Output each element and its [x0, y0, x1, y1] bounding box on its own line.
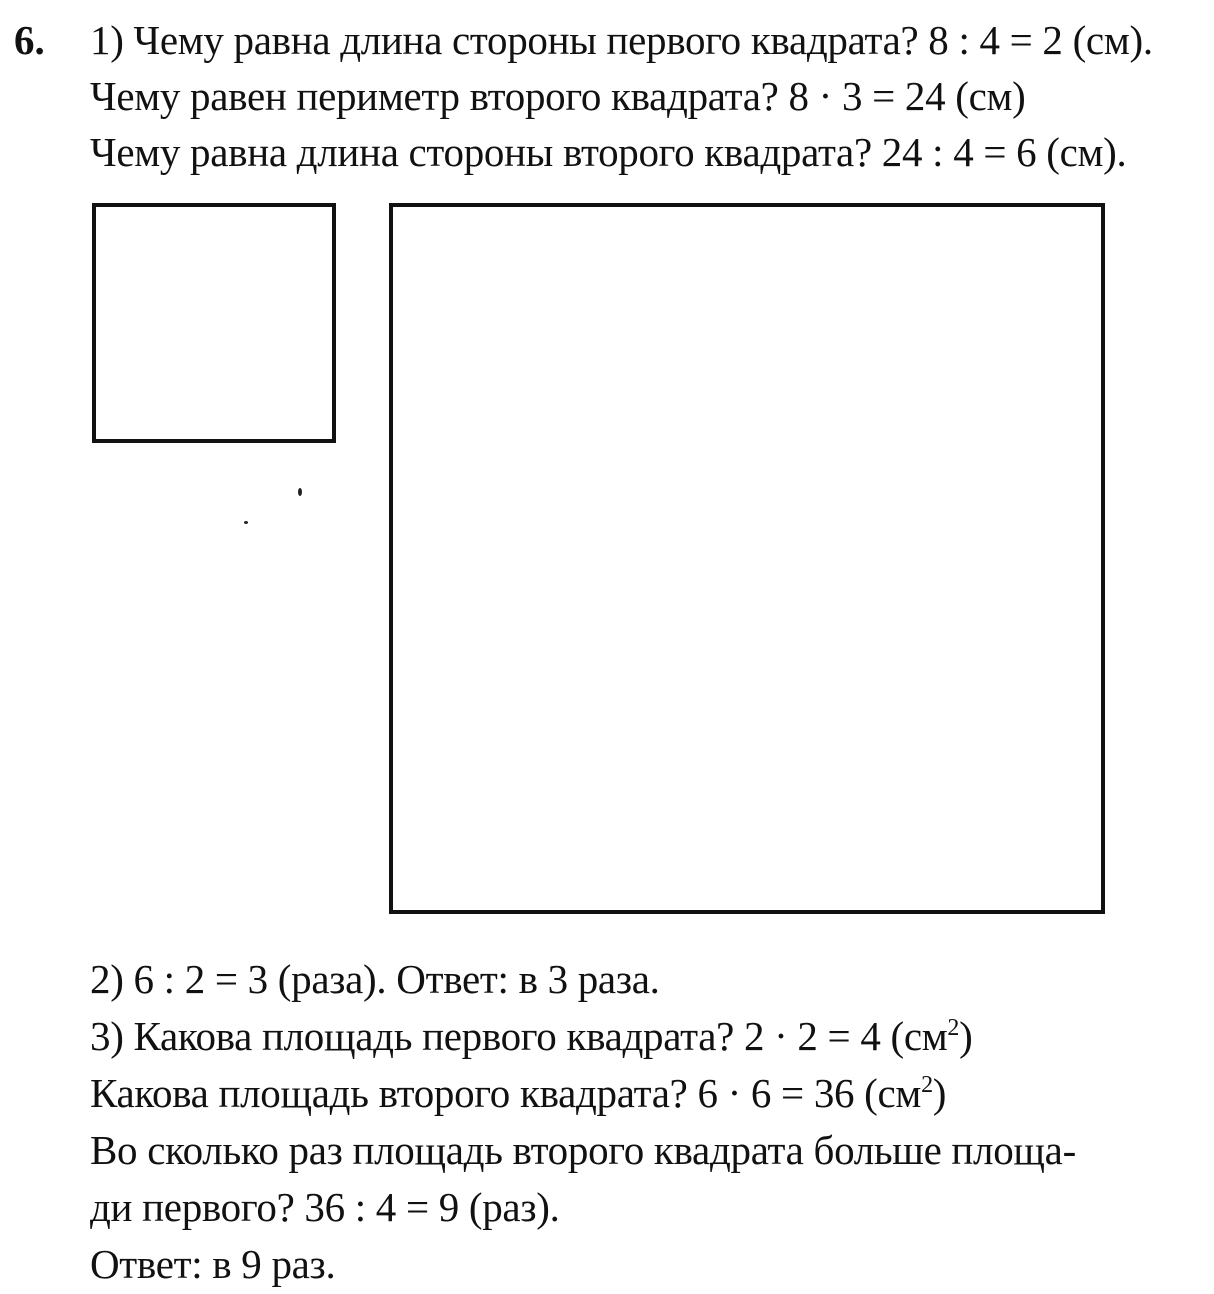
square-exponent: 2	[921, 1072, 933, 1098]
part2-line1: 2) 6 : 2 = 3 (раза). Ответ: в 3 раза.	[90, 956, 660, 1002]
task-number: 6.	[14, 17, 45, 63]
part3-line2	[90, 1069, 946, 1117]
part1-line3: Чему равна длина стороны второго квадрата? 24 : 4 = 6 (см).	[90, 129, 1127, 175]
part3-line1	[90, 1012, 972, 1060]
part3-line2-close: )	[932, 1070, 947, 1116]
part3-line1-close: )	[959, 1013, 973, 1059]
part3-line4: ди первого? 36 : 4 = 9 (раз).	[90, 1184, 560, 1230]
part3-line3: Во сколько раз площадь второго квадрата больше площа-	[90, 1127, 1076, 1173]
part1-line1: 1) Чему равна длина стороны первого квадрата? 8 : 4 = 2 (см).	[90, 17, 1153, 63]
print-speck	[244, 521, 248, 524]
first-square	[92, 203, 336, 443]
part3-line1-text: 3) Какова площадь первого квадрата? 2 · 2 = 4 (см	[90, 1013, 948, 1059]
second-square	[389, 203, 1105, 914]
print-speck	[298, 488, 302, 496]
answer: Ответ: в 9 раз.	[90, 1241, 336, 1287]
part3-line2-text: Какова площадь второго квадрата? 6 · 6 = 36 (см	[90, 1070, 922, 1116]
part1-line2: Чему равен периметр второго квадрата? 8 · 3 = 24 (см)	[90, 73, 1026, 119]
square-exponent: 2	[947, 1015, 960, 1041]
